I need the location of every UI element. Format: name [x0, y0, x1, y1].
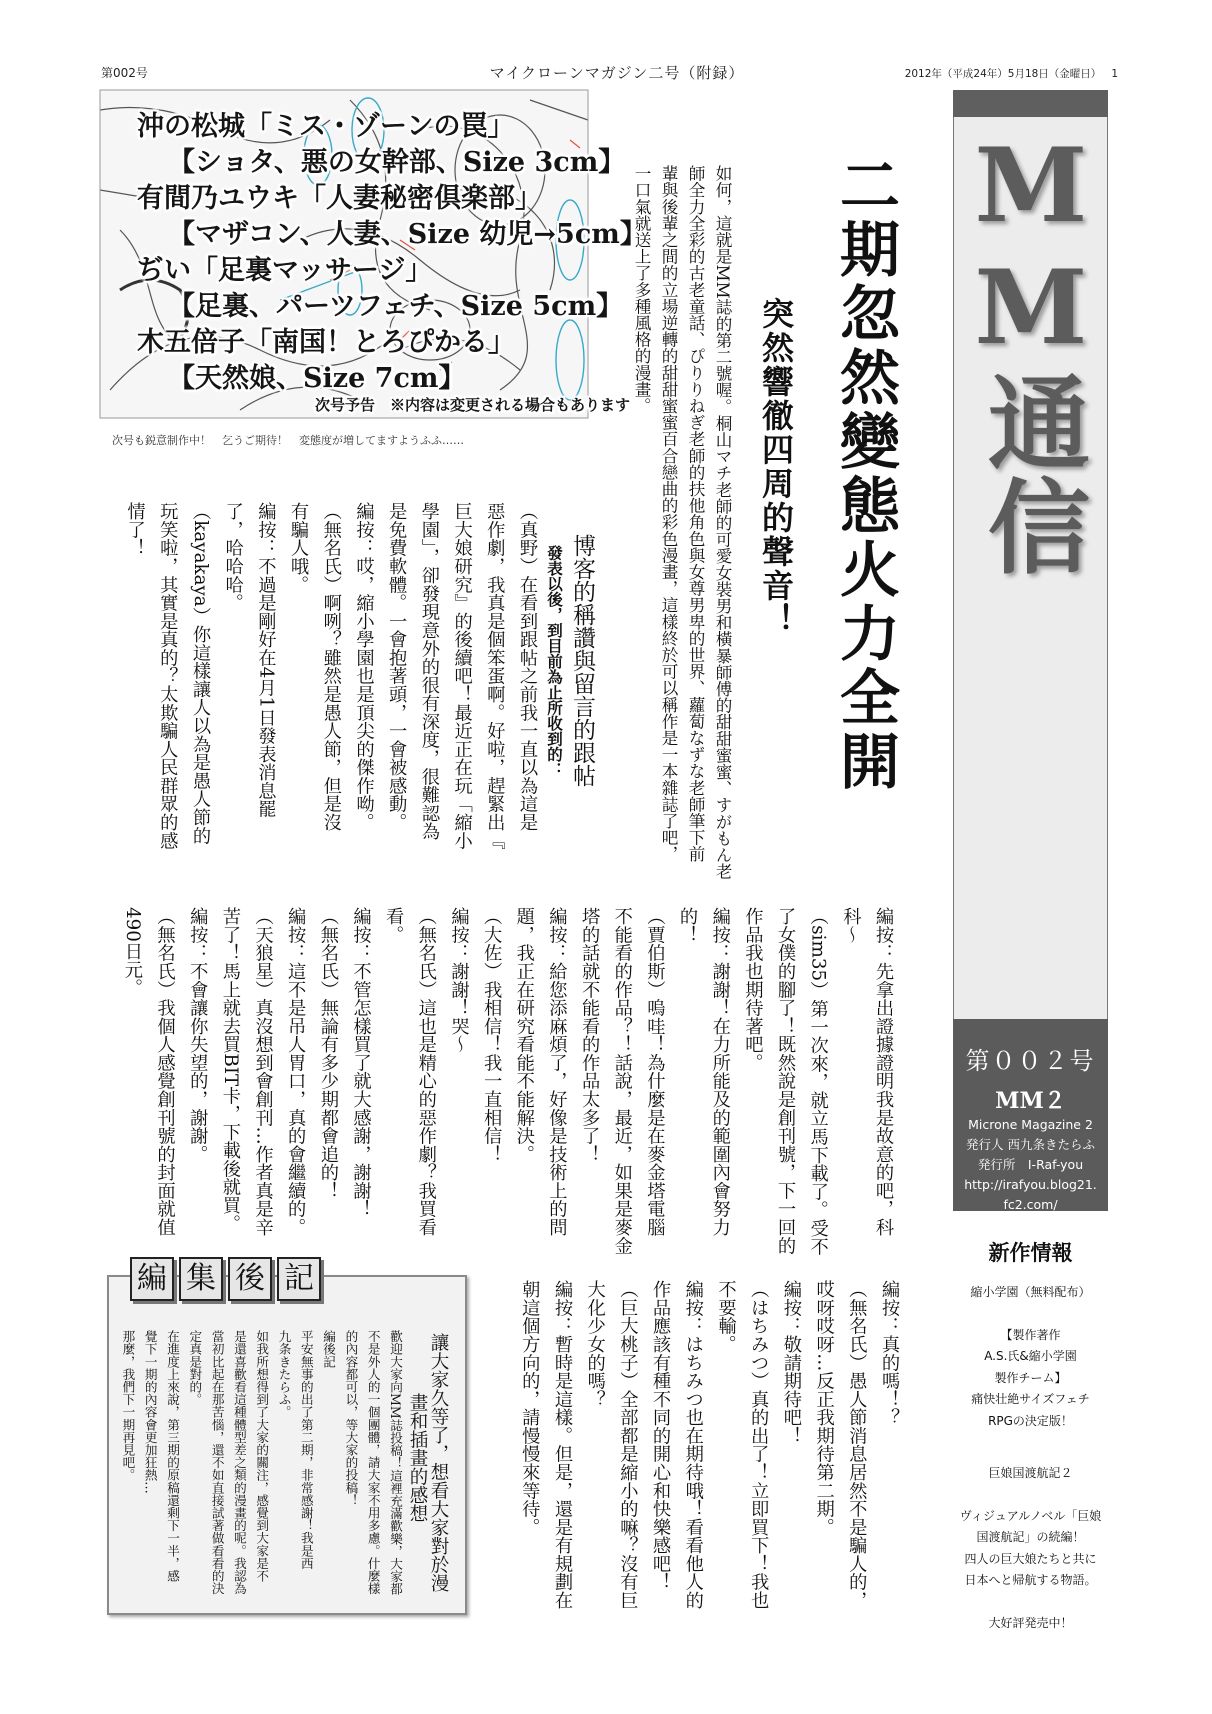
issue-box-line: 発行所 I-Raf-you — [977, 1157, 1084, 1172]
text-column: 的內容都可以，等大家的投稿！ — [343, 1330, 359, 1507]
new-work-line: RPGの決定版！ — [988, 1413, 1073, 1428]
text-column: （天狼星）真沒想到會創刊…作者真是辛 — [252, 907, 274, 1237]
text-column: 當初比起在那苦惱，還不如直接試著做看看的決 — [209, 1330, 225, 1595]
text-column: 編按：哎，縮小學園也是頂尖的傑作呦。 — [353, 502, 375, 832]
text-column: 編按：這不是吊人胃口，真的會繼續的。 — [285, 907, 307, 1237]
text-column: 編按：謝謝！在力所能及的範圍內會努力 — [709, 907, 731, 1237]
text-column: 編後記 — [321, 1330, 337, 1368]
new-work-line: 【製作著作 — [1000, 1327, 1061, 1342]
afterword-tile: 編 — [130, 1257, 174, 1301]
text-column: 題，我正在研究看能不能解決。 — [513, 907, 535, 1164]
text-column: 塔的話就不能看的作品太多了！ — [579, 907, 601, 1164]
text-column: （sim35）第一次來，就立馬下載了。受不 — [807, 907, 829, 1256]
text-column: 哎呀哎呀…反正我期待第二期。 — [813, 1280, 835, 1537]
text-column: （真野）在看到跟帖之前我一直以為這是 — [517, 502, 538, 832]
text-column: 輩與後輩之間的立場逆轉的甜甜蜜蜜百合戀曲的彩色漫畫，這樣終於可以稱作是一本雜誌了吧， — [659, 165, 678, 863]
new-work-line: 痛快壮絶サイズフェチ — [971, 1392, 1090, 1406]
text-column: （無名氏）啊咧？雖然是愚人節，但是沒 — [320, 502, 342, 832]
text-column: （kayakaya）你這樣讓人以為是愚人節的 — [189, 502, 211, 845]
text-column: （大佐）我相信！我一直相信！ — [481, 907, 503, 1164]
text-column: 巨大娘研究』的後續吧！最近正在玩「縮小 — [451, 502, 473, 850]
text-column: 學園」，卻發現意外的很有深度，很難認為 — [418, 502, 440, 841]
article-body — [628, 165, 736, 880]
text-column: 編按：不會讓你失望的，謝謝。 — [187, 907, 209, 1164]
text-column: 有騙人哦。 — [288, 502, 310, 594]
new-work-line: 日本へと帰航する物語。 — [964, 1573, 1097, 1587]
publication-date: 2012年（平成24年）5月18日（金曜日） — [904, 68, 1102, 80]
new-work-line: 四人の巨大娘たちと共に — [964, 1551, 1097, 1566]
comments-heading: 博客的稱讚與留言的跟帖 — [569, 534, 595, 787]
text-column: 覺下一期的內容會更加狂熱… — [142, 1330, 158, 1494]
text-column: 的！ — [677, 907, 699, 944]
preview-line: 【ショタ、悪の女幹部、Size 3cm】 — [168, 147, 626, 178]
text-column: 編按：はちみつ也在期待哦！看看他人的 — [682, 1280, 704, 1610]
text-column: 看。 — [383, 907, 405, 944]
preview-line: 【天然娘、Size 7cm】 — [168, 363, 466, 394]
publication-title: マイクローンマガジン二号（附録） — [489, 64, 745, 82]
text-column: 歡迎大家向MM誌投稿！這裡充滿歡樂，大家都 — [388, 1330, 403, 1596]
text-column: 大化少女的嗎？ — [584, 1280, 606, 1409]
new-work-title: 巨娘国渡航記２ — [988, 1466, 1073, 1480]
text-column: 在進度上來說，第三期的原稿還剩下一半，感 — [165, 1330, 181, 1582]
text-column: （無名氏）愚人節消息居然不是騙人的， — [846, 1280, 868, 1610]
issue-info-box — [953, 1019, 1108, 1211]
text-column: （はちみつ）真的出了！立即買下！我也 — [748, 1280, 770, 1610]
text-column: 作品應該有種不同的開心和快樂感吧！ — [650, 1280, 672, 1591]
text-column: 惡作劇，我真是個笨蛋啊。好啦，趕緊出『 — [484, 502, 506, 850]
afterword-title-line: 讓大家久等了，想看大家對於漫 — [428, 1333, 449, 1592]
text-column: 定真是對的。 — [187, 1330, 203, 1406]
text-column: 玩笑啦，其實是真的？太欺騙人民群眾的感 — [157, 502, 179, 850]
text-column: 編按：真的嗎！？ — [879, 1280, 900, 1427]
text-column: （巨大桃子）全部都是縮小的嘛？沒有巨 — [617, 1280, 639, 1610]
subheadline: 突然響徹四周的聲音！ — [757, 297, 795, 637]
issue-box-line: Microne Magazine 2 — [968, 1117, 1093, 1132]
headline: 二期忽然變態火力全開 — [830, 154, 900, 794]
image-caption: 次号も鋭意制作中！ 乞うご期待！ 変態度が増してますようふふ…… — [112, 434, 464, 447]
text-column: 編按：不管怎樣買了就大感謝，謝謝！ — [350, 907, 372, 1218]
text-column: 490日元。 — [121, 907, 143, 997]
text-column: （無名氏）這也是精心的惡作劇？我買看 — [415, 907, 437, 1237]
comments-block-a — [118, 502, 543, 850]
text-column: 一口氣就送上了多種風格的漫畫。 — [632, 165, 651, 414]
preview-line: 【マザコン、人妻、Size 幼児→5cm】 — [168, 219, 647, 250]
text-column: 了女僕的腳了！既然說是創刊號，下一回的 — [775, 907, 797, 1255]
afterword-title-line: 畫和插畫的感想 — [407, 1393, 428, 1523]
text-column: 不要輸。 — [715, 1280, 737, 1354]
text-column: 編按：謝謝！哭～ — [448, 907, 470, 1054]
text-column: 朝這個方向的，請慢慢來等待。 — [519, 1280, 541, 1537]
afterword-tile: 記 — [277, 1257, 321, 1301]
text-column: （無名氏）我個人感覺創刊號的封面就值 — [154, 907, 176, 1237]
new-work-line: 製作チーム】 — [994, 1370, 1067, 1385]
afterword-title — [407, 1333, 449, 1592]
text-column: 如何，這就是MM誌的第二號喔。桐山マチ老師的可愛女裝男和橫暴師傅的甜甜蜜蜜、すがもん老 — [713, 165, 732, 880]
new-works-section — [953, 1238, 1108, 1634]
issue-number: 第002号 — [101, 66, 148, 80]
issue-box-url: http://irafyou.blog21. — [964, 1177, 1097, 1192]
text-column: 如我所想得到了大家的關注，感覺到大家是不 — [254, 1330, 270, 1582]
text-column: 科～ — [840, 907, 862, 944]
new-work-line: 国渡航記」の続編！ — [976, 1530, 1085, 1544]
text-column: 編按：先拿出證據證明我是故意的吧，科 — [873, 907, 894, 1237]
text-column: 編按：暫時是這樣。但是，還是有規劃在 — [551, 1280, 573, 1610]
text-column: 是還喜歡看這種體型差之類的漫畫的呢。我認為 — [231, 1330, 247, 1595]
issue-box-code: MM２ — [995, 1088, 1066, 1114]
text-column: 苦了！馬上就去買BIT卡，下載後就買。 — [219, 907, 241, 1233]
preview-line: 木五倍子「南国！とろぴかる」 — [137, 327, 515, 358]
page-number: 1 — [1111, 68, 1118, 80]
masthead-title: MM通信 — [971, 126, 1091, 578]
afterword-tile: 集 — [179, 1257, 223, 1301]
text-column: （賈伯斯）嗚哇！為什麼是在麥金塔電腦 — [644, 907, 666, 1237]
new-work-title: 縮小学園（無料配布） — [970, 1285, 1091, 1299]
text-column: 是免費軟體。一會抱著頭，一會被感動。 — [386, 502, 408, 832]
preview-line: 【足裏、パーツフェチ、Size 5cm】 — [168, 291, 624, 322]
new-work-line: ヴィジュアルノベル「巨娘 — [959, 1508, 1102, 1523]
text-column: （無名氏）無論有多少期都會追的！ — [317, 907, 339, 1200]
text-column: 師全力全彩的古老童話、ぴりりねぎ老師的扶他角色與女尊男卑的世界、蘿蔔なずな老師筆下前 — [686, 165, 705, 863]
sidebar-top-bar — [953, 90, 1108, 117]
new-work-line: A.S.氏&縮小学園 — [984, 1349, 1077, 1363]
text-column: 九条きたらふ。 — [276, 1330, 292, 1419]
afterword-tile: 後 — [228, 1257, 272, 1301]
issue-box-number: 第００２号 — [965, 1047, 1096, 1075]
new-works-heading: 新作情報 — [988, 1240, 1073, 1265]
text-column: 不是外人的一個團體，請大家不用多慮。什麼樣 — [365, 1330, 381, 1595]
text-column: 情了！ — [124, 502, 146, 557]
issue-box-url: fc2.com/ — [1003, 1197, 1058, 1212]
header-date-group — [905, 66, 1118, 81]
text-column: 編按：給您添麻煩了，好像是技術上的問 — [546, 907, 568, 1237]
text-column: 編按：不過是剛好在4月1日發表消息罷 — [255, 502, 277, 818]
text-column: 了，哈哈哈。 — [222, 502, 244, 612]
preview-line: 有間乃ユウキ「人妻秘密倶楽部」 — [137, 183, 542, 214]
text-column: 那麼，我們下一期再見吧。 — [120, 1330, 136, 1482]
issue-box-line: 発行人 西九条きたらふ — [966, 1137, 1095, 1152]
comments-block-c — [513, 1280, 905, 1609]
text-column: 作品我也期待著吧。 — [742, 907, 764, 1072]
preview-line: ぢい「足裏マッサージ」 — [137, 255, 433, 286]
comments-subheading: 發表以後，到目前為止所收到的： — [545, 545, 564, 778]
preview-footer: 次号予告 ※内容は変更される場合もあります — [315, 396, 631, 414]
text-column: 不能看的作品？！話說，最近，如果是麥金 — [611, 907, 633, 1255]
comments-block-b — [115, 907, 899, 1255]
new-works-footer: 大好評発売中！ — [988, 1615, 1073, 1630]
afterword-body — [116, 1330, 406, 1595]
preview-line: 沖の松城「ミス・ゾーンの罠」 — [137, 111, 515, 142]
text-column: 編按：敬請期待吧！ — [780, 1280, 802, 1445]
text-column: 平安無事的出了第二期，非常感謝！我是西 — [298, 1330, 314, 1570]
